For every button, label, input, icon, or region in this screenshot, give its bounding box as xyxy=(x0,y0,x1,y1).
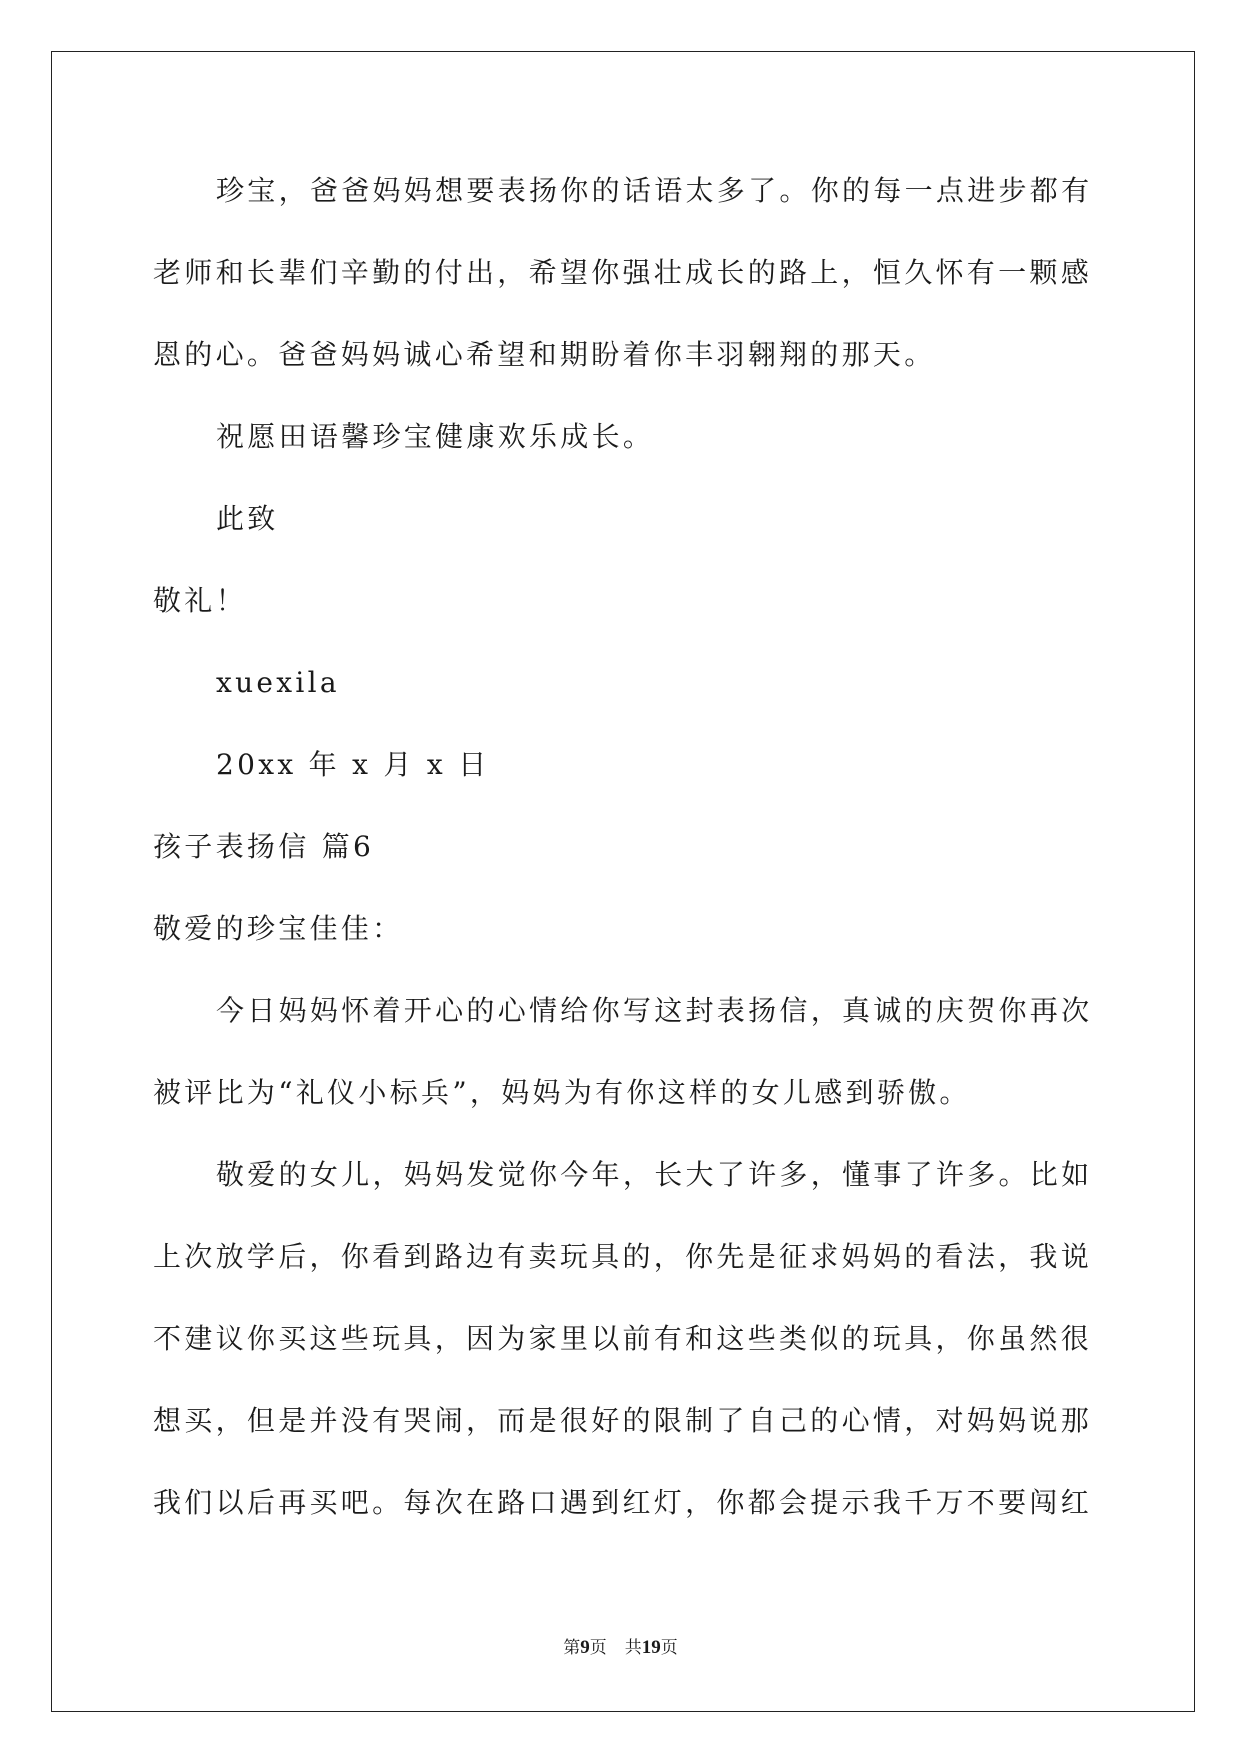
closing-salutation: 此致 xyxy=(216,502,279,535)
total-pages: 19 xyxy=(641,1637,661,1658)
paragraph-line: 珍宝，爸爸妈妈想要表扬你的话语太多了。你的每一点进步都有 xyxy=(216,174,1093,207)
greeting: 敬爱的珍宝佳佳： xyxy=(153,912,404,945)
page-suffix: 页 xyxy=(589,1638,607,1658)
paragraph-line: 不建议你买这些玩具，因为家里以前有和这些类似的玩具，你虽然很 xyxy=(153,1322,1093,1355)
closing-respect: 敬礼！ xyxy=(153,584,247,617)
paragraph-line: 上次放学后，你看到路边有卖玩具的，你先是征求妈妈的看法，我说 xyxy=(153,1240,1093,1273)
section-heading: 孩子表扬信 篇6 xyxy=(153,830,375,863)
total-suffix: 页 xyxy=(660,1638,678,1658)
total-prefix: 共 xyxy=(624,1638,642,1658)
page-number: 9 xyxy=(580,1637,590,1658)
paragraph-line: 恩的心。爸爸妈妈诚心希望和期盼着你丰羽翱翔的那天。 xyxy=(153,338,936,371)
letter-body xyxy=(153,150,1113,1544)
paragraph-line: 想买，但是并没有哭闹，而是很好的限制了自己的心情，对妈妈说那 xyxy=(153,1404,1093,1437)
paragraph-line: 被评比为“礼仪小标兵”，妈妈为有你这样的女儿感到骄傲。 xyxy=(153,1076,971,1109)
paragraph-line: 今日妈妈怀着开心的心情给你写这封表扬信，真诚的庆贺你再次 xyxy=(216,994,1093,1027)
page-prefix: 第 xyxy=(563,1638,581,1658)
paragraph-line: 老师和长辈们辛勤的付出，希望你强壮成长的路上，恒久怀有一颗感 xyxy=(153,256,1093,289)
letter-date: 20xx 年 x 月 x 日 xyxy=(216,748,490,781)
signature: xuexila xyxy=(216,666,340,699)
wish-line: 祝愿田语馨珍宝健康欢乐成长。 xyxy=(216,420,655,453)
page-footer xyxy=(0,1634,1241,1662)
paragraph-line: 我们以后再买吧。每次在路口遇到红灯，你都会提示我千万不要闯红 xyxy=(153,1486,1093,1519)
paragraph-line: 敬爱的女儿，妈妈发觉你今年，长大了许多，懂事了许多。比如 xyxy=(216,1158,1093,1191)
